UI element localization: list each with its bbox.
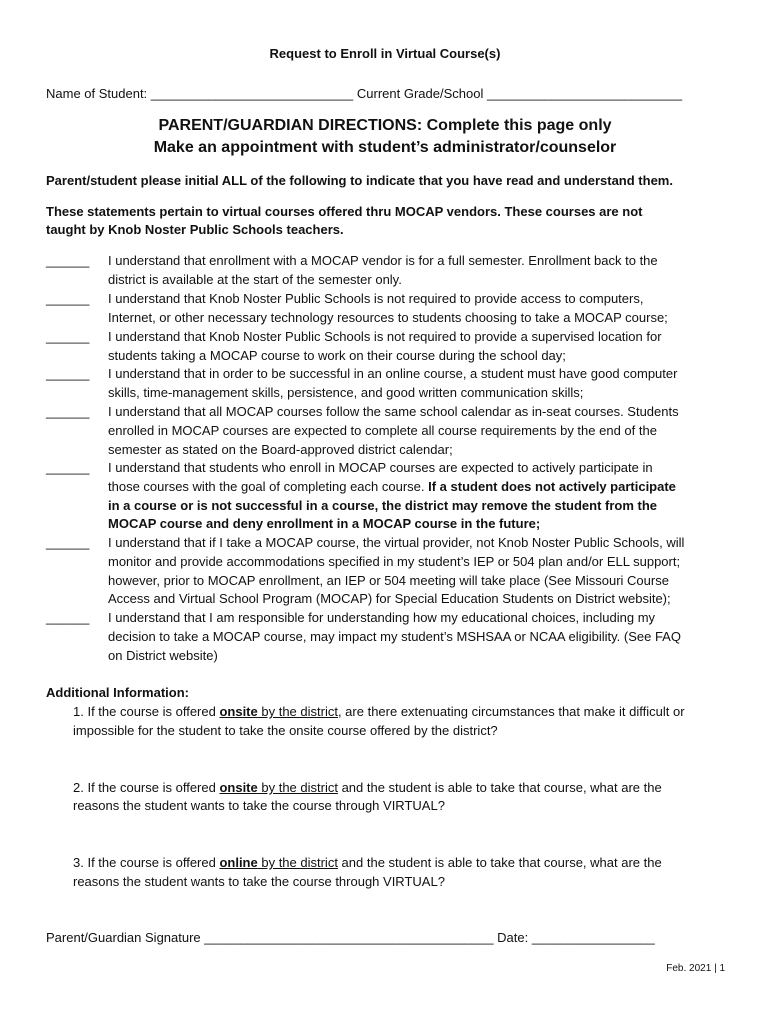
- question-text: and the student is able to take that course, what are the: [337, 780, 662, 795]
- question-text: and the student is able to take that course, what are the: [337, 855, 662, 870]
- statement-text: [108, 328, 708, 366]
- statement-line: however, prior to MOCAP enrollment, an IEP or 504 meeting will take place (See Missouri Course: [108, 572, 669, 588]
- question-emphasis: online: [219, 855, 258, 870]
- question-text: 3. If the course is offered: [73, 855, 220, 870]
- statement-line: Access and Virtual School Program (MOCAP) for Special Education Students on District website);: [108, 591, 671, 607]
- signature-label: Parent/Guardian Signature: [46, 930, 201, 945]
- student-info-line: [46, 85, 682, 103]
- student-name-field[interactable]: ____________________________: [150, 86, 354, 101]
- statement-line: I understand that all MOCAP courses follow the same school calendar as in-seat courses. Students: [108, 404, 679, 419]
- question-2-line-2: reasons the student wants to take the course through VIRTUAL?: [73, 798, 445, 813]
- initial-field[interactable]: ______: [46, 253, 90, 268]
- question-1: [73, 703, 685, 721]
- question-text: 1. If the course is offered: [73, 704, 220, 719]
- grade-school-label: Current Grade/School: [356, 86, 484, 101]
- statement-line: I understand that if I take a MOCAP course, the virtual provider, not Knob Noster Public Schools, will: [108, 535, 685, 550]
- question-3-line-2: reasons the student wants to take the course through VIRTUAL?: [73, 874, 445, 889]
- question-underline: by the district: [257, 780, 338, 795]
- initial-field[interactable]: ______: [46, 610, 90, 625]
- pertain-line-1: These statements pertain to virtual courses offered thru MOCAP vendors. These courses are not: [46, 204, 643, 219]
- initial-field[interactable]: ______: [46, 404, 90, 419]
- initial-field[interactable]: ______: [46, 329, 90, 344]
- grade-school-field[interactable]: ___________________________: [486, 86, 683, 101]
- statement-text: [108, 403, 708, 459]
- initial-field[interactable]: ______: [46, 460, 90, 475]
- statement-line: monitor and provide accommodations specified in my student’s IEP or 504 plan and/or ELL support;: [108, 553, 681, 569]
- statement-text: [108, 290, 708, 328]
- initial-field[interactable]: ______: [46, 366, 90, 381]
- student-name-label: Name of Student:: [46, 86, 148, 101]
- question-text: 2. If the course is offered: [73, 780, 220, 795]
- statement-line: decision to take a MOCAP course, may impact my student’s MSHSAA or NCAA eligibility. (See FAQ: [108, 628, 681, 644]
- question-text: , are there extenuating circumstances that make it difficult or: [337, 704, 685, 719]
- statement-text: [108, 459, 708, 534]
- statement-text: [108, 365, 708, 403]
- statement-line: I understand that in order to be successful in an online course, a student must have good computer: [108, 366, 678, 381]
- statement-line: semester as stated on the Board-approved district calendar;: [108, 441, 453, 457]
- statement-line: I understand that Knob Noster Public Schools is not required to provide access to computers,: [108, 291, 644, 306]
- statement-text: [108, 609, 708, 665]
- page-footer: Feb. 2021 | 1: [666, 963, 725, 974]
- pertain-line-2: taught by Knob Noster Public Schools teachers.: [46, 222, 344, 237]
- appointment-heading: Make an appointment with student’s administrator/counselor: [153, 139, 617, 156]
- statement-line: I understand that enrollment with a MOCAP vendor is for a full semester. Enrollment back to the: [108, 253, 658, 268]
- statement-line: [108, 478, 708, 497]
- statement-emphasis: MOCAP course and deny enrollment in a MOCAP course in the future;: [108, 516, 541, 532]
- additional-info-heading: Additional Information:: [46, 685, 189, 700]
- question-3: [73, 854, 662, 872]
- statement-line: Internet, or other necessary technology resources to students choosing to take a MOCAP course;: [108, 309, 668, 325]
- statement-emphasis: If a student does not actively participate: [428, 478, 676, 494]
- question-emphasis: onsite: [219, 704, 258, 719]
- statement-text: [108, 534, 708, 609]
- statement-line: I understand that I am responsible for understanding how my educational choices, including my: [108, 610, 656, 625]
- directions-heading: PARENT/GUARDIAN DIRECTIONS: Complete this page only: [158, 117, 612, 134]
- page-title: Request to Enroll in Virtual Course(s): [269, 46, 501, 61]
- statement-line: district is available at the start of the semester only.: [108, 271, 402, 287]
- statement-line: students taking a MOCAP course to work on their course during the school day;: [108, 347, 566, 363]
- statement-text: [108, 252, 708, 290]
- question-1-line-2: impossible for the student to take the onsite course offered by the district?: [73, 723, 498, 738]
- date-label: Date:: [497, 930, 529, 945]
- statement-line: on District website): [108, 647, 218, 663]
- statement-fragment: those courses with the goal of completing each course.: [108, 478, 429, 494]
- signature-line: [46, 929, 655, 947]
- statement-line: I understand that Knob Noster Public Schools is not required to provide a supervised location for: [108, 329, 662, 344]
- statement-line: I understand that students who enroll in MOCAP courses are expected to actively participate in: [108, 460, 653, 475]
- statement-line: enrolled in MOCAP courses are expected to complete all course requirements by the end of the: [108, 422, 657, 438]
- statement-emphasis: in a course or is not successful in a course, the district may remove the student from the: [108, 497, 658, 513]
- signature-field[interactable]: ________________________________________: [204, 930, 494, 945]
- initial-field[interactable]: ______: [46, 535, 90, 550]
- statement-line: skills, time-management skills, persistence, and good written communication skills;: [108, 384, 584, 400]
- question-2: [73, 779, 662, 797]
- question-emphasis: onsite: [219, 780, 258, 795]
- question-underline: by the district: [257, 704, 338, 719]
- initial-instruction: Parent/student please initial ALL of the following to indicate that you have read and understand them.: [46, 173, 673, 188]
- initial-field[interactable]: ______: [46, 291, 90, 306]
- question-underline: by the district: [257, 855, 338, 870]
- date-field[interactable]: _________________: [531, 930, 655, 945]
